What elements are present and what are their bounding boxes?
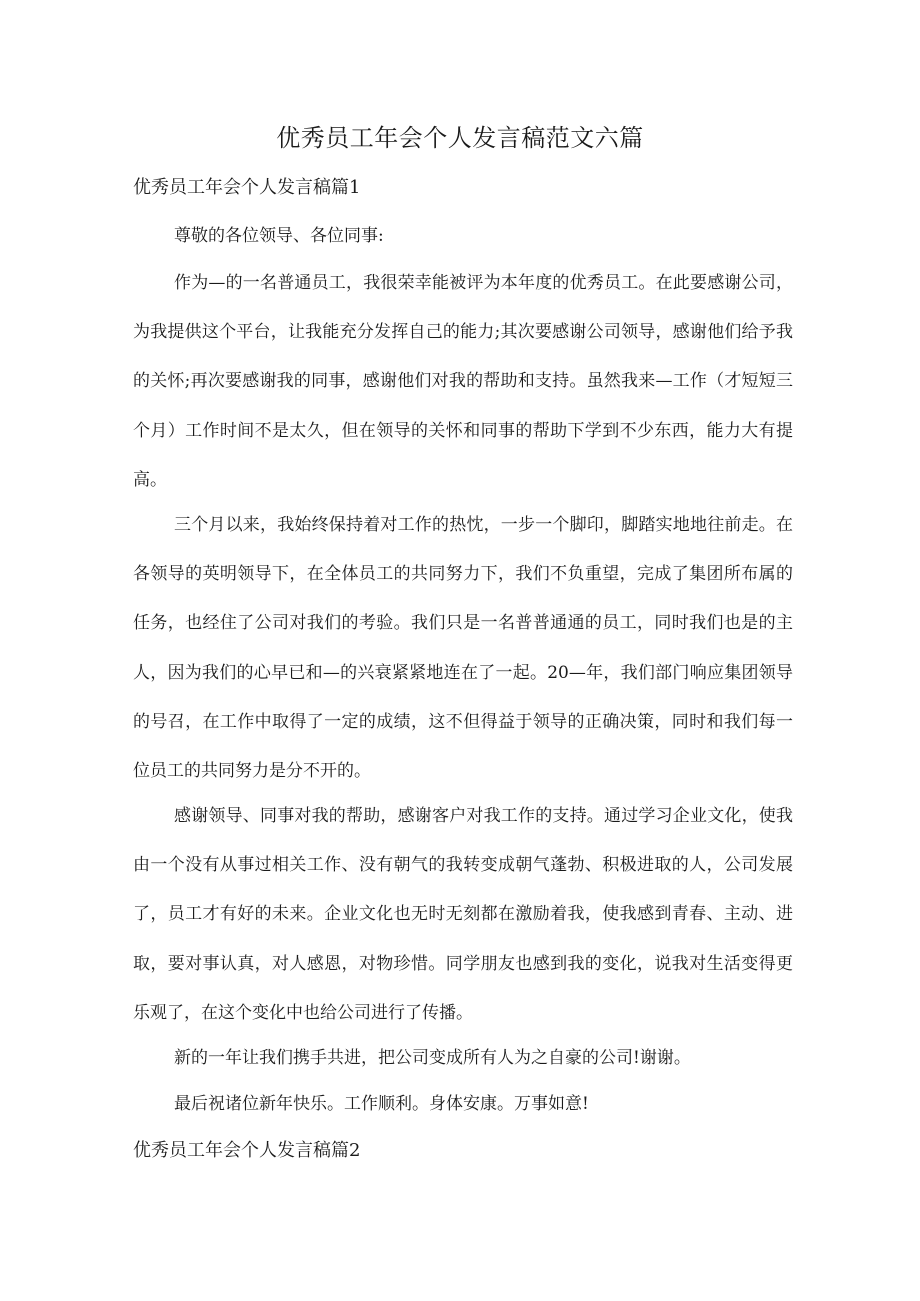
document-title: 优秀员工年会个人发言稿范文六篇	[276, 124, 644, 152]
greeting: 尊敬的各位领导、各位同事:	[174, 226, 384, 246]
paragraph-3: 感谢领导、同事对我的帮助，感谢客户对我工作的支持。通过学习企业文化，使我由一个没有从事过相关工作、没有朝气的我转变成朝气蓬勃、积极进取的人，公司发展了，员工才有好的未来。企业文化也无时无刻都在激励着我，使我感到青春、主动、进取，要对事认真，对人感恩，对物珍惜。同学朋友也感到我的变化，说我对生活变得更乐观了，在这个变化中也给公司进行了传播。	[133, 806, 793, 1023]
closing-line-1: 新的一年让我们携手共进，把公司变成所有人为之自豪的公司!谢谢。	[174, 1048, 691, 1068]
closing-line-2: 最后祝诸位新年快乐。工作顺利。身体安康。万事如意!	[174, 1094, 589, 1114]
paragraph-1: 作为—的一名普通员工，我很荣幸能被评为本年度的优秀员工。在此要感谢公司，为我提供这个平台，让我能充分发挥自己的能力;其次要感谢公司领导，感谢他们给予我的关怀;再次要感谢我的同事，感谢他们对我的帮助和支持。虽然我来—工作（才短短三个月）工作时间不是太久，但在领导的关怀和同事的帮助下学到不少东西，能力大有提高。	[133, 273, 793, 490]
section-2-heading: 优秀员工年会个人发言稿篇2	[133, 1140, 361, 1161]
paragraph-2: 三个月以来，我始终保持着对工作的热忱，一步一个脚印，脚踏实地地往前走。在各领导的英明领导下，在全体员工的共同努力下，我们不负重望，完成了集团所布属的任务，也经住了公司对我们的考验。我们只是一名普普通通的员工，同时我们也是的主人，因为我们的心早已和—的兴衰紧紧地连在了一起。20—年，我们部门响应集团领导的号召，在工作中取得了一定的成绩，这不但得益于领导的正确决策，同时和我们每一位员工的共同努力是分不开的。	[133, 515, 793, 782]
section-1-heading: 优秀员工年会个人发言稿篇1	[133, 177, 361, 198]
